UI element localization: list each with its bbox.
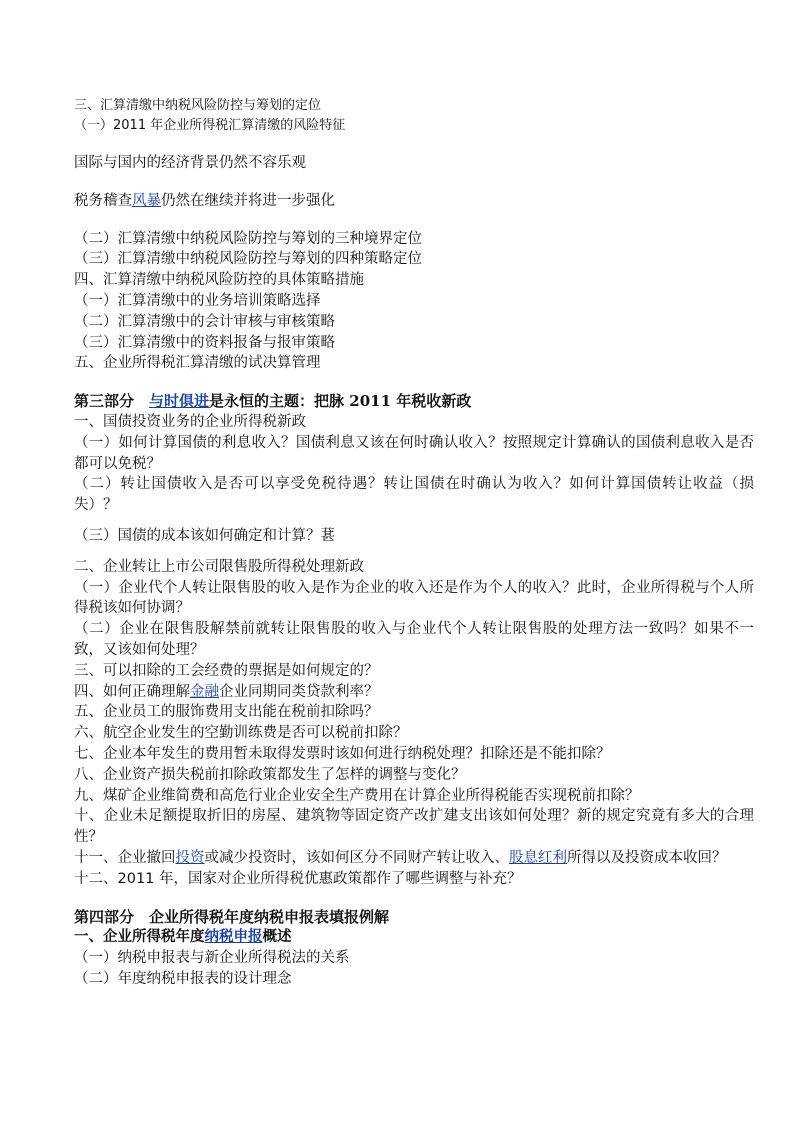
link-investment[interactable]: 投资 <box>175 849 205 866</box>
list-item: （二）汇算清缴中纳税风险防控与筹划的三种境界定位 <box>74 230 422 247</box>
list-item: 六、航空企业发生的空勤训练费是否可以税前扣除？ <box>74 725 408 742</box>
list-item: （一）企业代个人转让限售股的收入是作为企业的收入还是作为个人的收入？此时，企业所得税与个人所得税该如何协调？ <box>74 579 754 617</box>
list-item: （二）汇算清缴中的会计审核与审核策略 <box>74 313 335 330</box>
list-item: （三）汇算清缴中纳税风险防控与筹划的四种策略定位 <box>74 251 422 268</box>
link-keep-pace[interactable]: 与时俱进 <box>149 392 210 411</box>
list-item: 二、企业转让上市公司限售股所得税处理新政 <box>74 558 364 575</box>
list-item: 一、国债投资业务的企业所得税新政 <box>74 413 306 430</box>
text-fragment: 仍然在继续并将进一步强化 <box>161 192 335 209</box>
list-item: 十、企业未足额提取折旧的房屋、建筑物等固定资产改扩建支出该如何处理？新的规定究竟有多大的合理性？ <box>74 808 754 846</box>
document-body <box>74 96 754 990</box>
list-item <box>74 682 754 703</box>
list-item: 五、企业所得税汇算清缴的试决算管理 <box>74 355 321 372</box>
list-item: 七、企业本年发生的费用暂未取得发票时该如何进行纳税处理？扣除还是不能扣除？ <box>74 745 611 762</box>
link-storm[interactable]: 风暴 <box>132 192 161 209</box>
list-item: （一）如何计算国债的利息收入？国债利息又该在何时确认收入？按照规定计算确认的国债利息收入是否都可以免税？ <box>74 434 754 472</box>
text-fragment: 或减少投资时，该如何区分不同财产转让收入、 <box>204 849 509 866</box>
text-line: 国际与国内的经济背景仍然不容乐观 <box>74 155 306 171</box>
part4-title: 第四部分 企业所得税年度纳税申报表填报例解 <box>74 907 390 926</box>
link-dividend[interactable]: 股息红利 <box>509 849 567 866</box>
link-finance[interactable]: 金融 <box>190 683 219 700</box>
part3-title <box>74 391 754 412</box>
part4-subheading <box>74 927 754 948</box>
list-item: （二）转让国债收入是否可以享受免税待遇？转让国债在时确认为收入？如何计算国债转让收益（损失）？ <box>74 476 754 514</box>
list-item: （三）国债的成本该如何确定和计算？葚 <box>74 527 335 544</box>
list-item: 三、可以扣除的工会经费的票据是如何规定的？ <box>74 662 379 679</box>
text-fragment: 企业同期同类贷款利率？ <box>219 683 379 700</box>
text-fragment: 税务稽查 <box>74 192 132 209</box>
text-fragment: 一、企业所得税年度 <box>74 928 205 946</box>
text-fragment: 概述 <box>262 928 292 946</box>
part-prefix: 第三部分 <box>74 392 150 411</box>
link-tax-filing[interactable]: 纳税申报 <box>204 928 263 946</box>
list-item: 十二、2011 年，国家对企业所得税优惠政策都作了哪些调整与补充？ <box>74 870 522 887</box>
heading-line: （一）2011 年企业所得税汇算清缴的风险特征 <box>74 118 346 133</box>
list-item: 八、企业资产损失税前扣除政策都发生了怎样的调整与变化？ <box>74 766 466 783</box>
heading-line: 三、汇算清缴中纳税风险防控与筹划的定位 <box>74 98 322 113</box>
text-line <box>74 191 754 212</box>
list-item: （一）汇算清缴中的业务培训策略选择 <box>74 292 321 309</box>
list-item: 四、汇算清缴中纳税风险防控的具体策略措施 <box>74 272 364 289</box>
text-fragment: 四、如何正确理解 <box>74 683 190 700</box>
part-suffix: 是永恒的主题：把脉 2011 年税收新政 <box>209 392 472 411</box>
text-fragment: 所得以及投资成本收回？ <box>567 849 727 866</box>
list-item: （三）汇算清缴中的资料报备与报审策略 <box>74 334 335 351</box>
list-item <box>74 848 754 869</box>
list-item: （二）企业在限售股解禁前就转让限售股的收入与企业代个人转让限售股的处理方法一致吗？如果不一致，又该如何处理？ <box>74 621 754 658</box>
list-item: 九、煤矿企业维简费和高危行业企业安全生产费用在计算企业所得税能否实现税前扣除？ <box>74 787 640 804</box>
text-fragment: 十一、企业撤回 <box>74 849 176 866</box>
list-item: （一）纳税申报表与新企业所得税法的关系 <box>74 950 350 967</box>
list-item: （二）年度纳税申报表的设计理念 <box>74 970 292 987</box>
list-item: 五、企业员工的服饰费用支出能在税前扣除吗？ <box>74 704 379 721</box>
